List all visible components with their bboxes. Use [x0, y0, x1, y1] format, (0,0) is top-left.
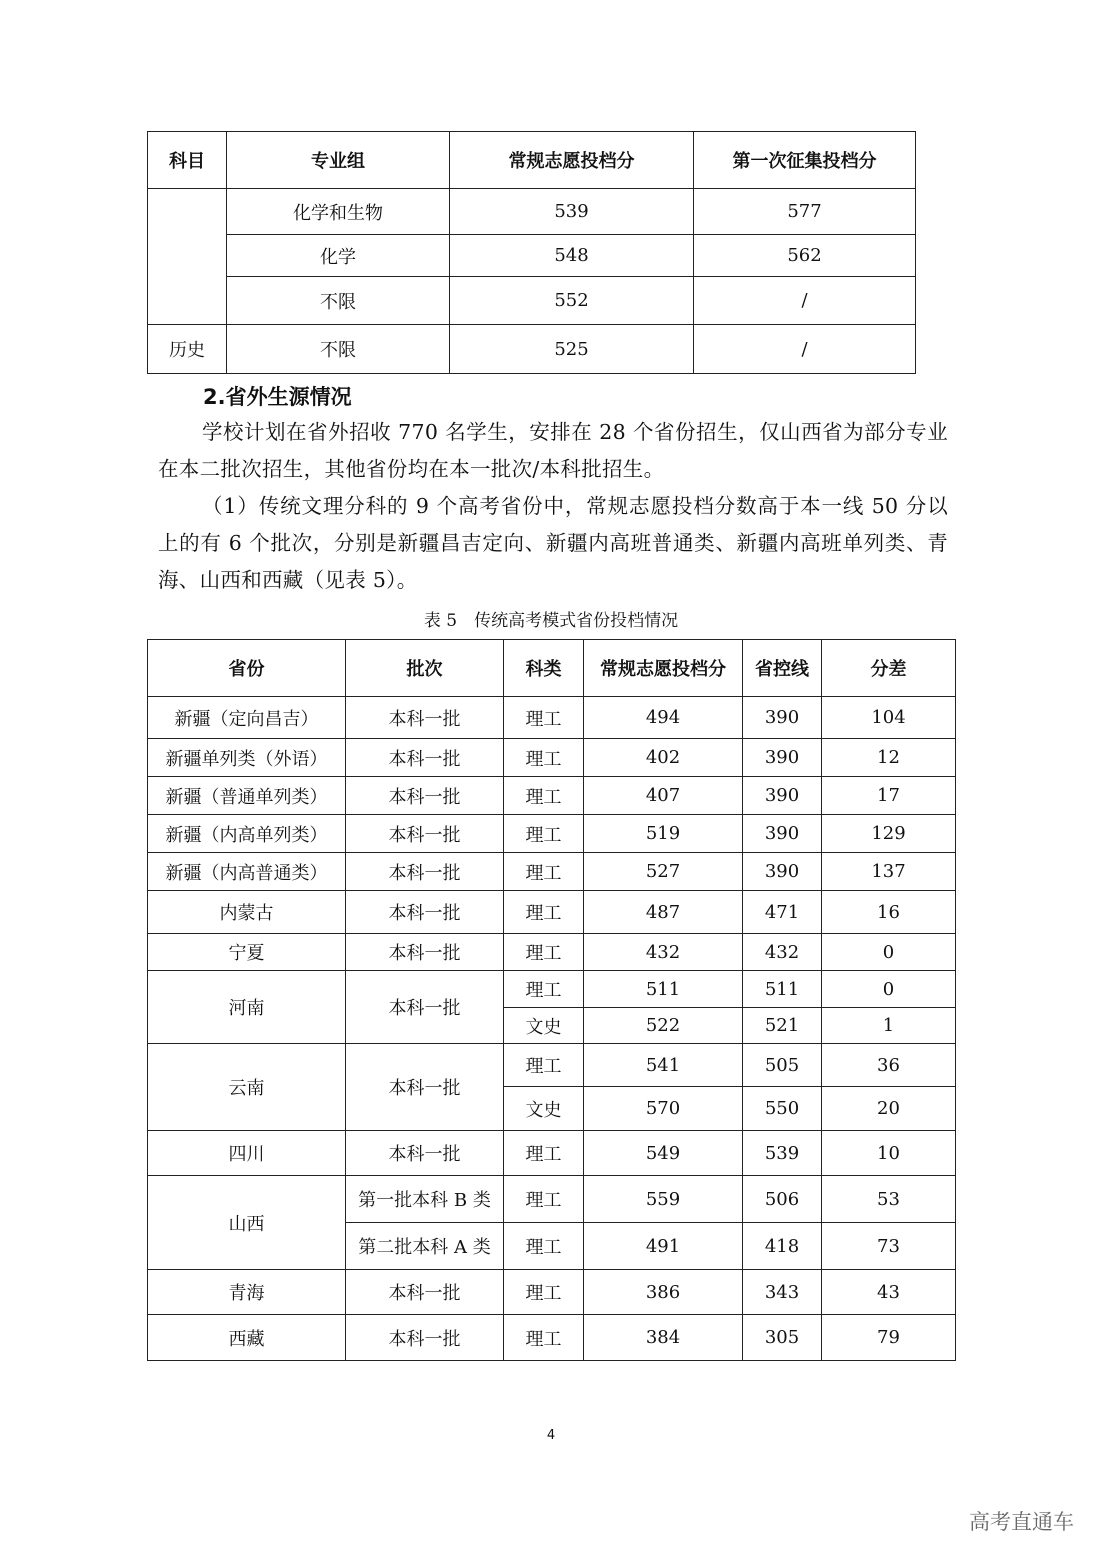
- group-cell: 不限: [227, 325, 450, 374]
- category-cell: 文史: [504, 1008, 584, 1044]
- paragraph: （1）传统文理分科的 9 个高考省份中，常规志愿投档分数高于本一线 50 分以上的有 6 个批次，分别是新疆昌吉定向、新疆内高班普通类、新疆内高班单列类、青海、山西和西藏（见表 5）。: [158, 494, 948, 592]
- difference-cell: 0: [822, 971, 956, 1008]
- province-cell: 新疆（普通单列类）: [148, 777, 346, 815]
- control-line-cell: 539: [743, 1131, 822, 1176]
- score-cell: 487: [584, 891, 743, 934]
- province-cell: 宁夏: [148, 934, 346, 971]
- score-cell: 384: [584, 1315, 743, 1361]
- column-header: 省控线: [743, 640, 822, 697]
- score-cell: 402: [584, 739, 743, 777]
- control-line-cell: 305: [743, 1315, 822, 1361]
- table-row: [148, 277, 916, 325]
- traditional-mode-province-table: [147, 639, 956, 1361]
- province-cell: 新疆（内高单列类）: [148, 815, 346, 853]
- table-caption: 表 5 传统高考模式省份投档情况: [423, 611, 679, 631]
- column-header: 第一次征集投档分: [694, 132, 916, 189]
- difference-cell: 0: [822, 934, 956, 971]
- admission-score-table-continued: [147, 131, 916, 374]
- difference-cell: 20: [822, 1087, 956, 1131]
- table-row: [148, 697, 956, 739]
- batch-cell: 本科一批: [346, 891, 504, 934]
- score-cell: 559: [584, 1176, 743, 1223]
- category-cell: 理工: [504, 853, 584, 891]
- category-cell: 理工: [504, 1223, 584, 1270]
- category-cell: 理工: [504, 697, 584, 739]
- control-line-cell: 432: [743, 934, 822, 971]
- section-heading: 2.省外生源情况: [203, 385, 352, 409]
- province-cell: 新疆单列类（外语）: [148, 739, 346, 777]
- table-row: [148, 971, 956, 1008]
- batch-cell: 本科一批: [346, 971, 504, 1044]
- table-row: [148, 1044, 956, 1087]
- collect-score-cell: /: [694, 277, 916, 325]
- table-row: [148, 1131, 956, 1176]
- table-row: [148, 934, 956, 971]
- table-row: [148, 235, 916, 277]
- score-cell: 407: [584, 777, 743, 815]
- table-header-row: [148, 640, 956, 697]
- batch-cell: 本科一批: [346, 853, 504, 891]
- score-cell: 494: [584, 697, 743, 739]
- difference-cell: 1: [822, 1008, 956, 1044]
- province-cell: 四川: [148, 1131, 346, 1176]
- category-cell: 理工: [504, 815, 584, 853]
- score-cell: 522: [584, 1008, 743, 1044]
- category-cell: 文史: [504, 1087, 584, 1131]
- control-line-cell: 343: [743, 1270, 822, 1315]
- control-line-cell: 390: [743, 815, 822, 853]
- category-cell: 理工: [504, 1176, 584, 1223]
- control-line-cell: 390: [743, 853, 822, 891]
- score-cell: 432: [584, 934, 743, 971]
- difference-cell: 36: [822, 1044, 956, 1087]
- province-cell: 西藏: [148, 1315, 346, 1361]
- category-cell: 理工: [504, 1315, 584, 1361]
- column-header: 科目: [148, 132, 227, 189]
- regular-score-cell: 525: [450, 325, 694, 374]
- control-line-cell: 506: [743, 1176, 822, 1223]
- group-cell: 化学和生物: [227, 189, 450, 235]
- difference-cell: 79: [822, 1315, 956, 1361]
- province-cell: 青海: [148, 1270, 346, 1315]
- batch-cell: 本科一批: [346, 1044, 504, 1131]
- batch-cell: 本科一批: [346, 815, 504, 853]
- province-cell: 山西: [148, 1176, 346, 1270]
- table-row: [148, 325, 916, 374]
- table-row: [148, 1315, 956, 1361]
- group-cell: 化学: [227, 235, 450, 277]
- difference-cell: 73: [822, 1223, 956, 1270]
- table-row: [148, 1270, 956, 1315]
- table-row: [148, 853, 956, 891]
- column-header: 专业组: [227, 132, 450, 189]
- batch-cell: 本科一批: [346, 697, 504, 739]
- category-cell: 理工: [504, 739, 584, 777]
- score-cell: 541: [584, 1044, 743, 1087]
- difference-cell: 137: [822, 853, 956, 891]
- collect-score-cell: /: [694, 325, 916, 374]
- score-cell: 549: [584, 1131, 743, 1176]
- control-line-cell: 511: [743, 971, 822, 1008]
- column-header: 常规志愿投档分: [584, 640, 743, 697]
- watermark: 高考直通车: [969, 1510, 1074, 1534]
- category-cell: 理工: [504, 934, 584, 971]
- subject-cell: [148, 189, 227, 325]
- province-cell: 内蒙古: [148, 891, 346, 934]
- batch-cell: 本科一批: [346, 934, 504, 971]
- difference-cell: 10: [822, 1131, 956, 1176]
- category-cell: 理工: [504, 1044, 584, 1087]
- column-header: 批次: [346, 640, 504, 697]
- batch-cell: 本科一批: [346, 1315, 504, 1361]
- score-cell: 527: [584, 853, 743, 891]
- control-line-cell: 471: [743, 891, 822, 934]
- batch-cell: 本科一批: [346, 777, 504, 815]
- column-header: 分差: [822, 640, 956, 697]
- batch-cell: 本科一批: [346, 1131, 504, 1176]
- paragraph: 学校计划在省外招收 770 名学生，安排在 28 个省份招生，仅山西省为部分专业在本二批次招生，其他省份均在本一批次/本科批招生。: [158, 420, 948, 481]
- batch-cell: 本科一批: [346, 739, 504, 777]
- province-cell: 河南: [148, 971, 346, 1044]
- regular-score-cell: 539: [450, 189, 694, 235]
- regular-score-cell: 548: [450, 235, 694, 277]
- table-row: [148, 777, 956, 815]
- difference-cell: 17: [822, 777, 956, 815]
- control-line-cell: 418: [743, 1223, 822, 1270]
- category-cell: 理工: [504, 1131, 584, 1176]
- table-row: [148, 815, 956, 853]
- control-line-cell: 521: [743, 1008, 822, 1044]
- batch-cell: 本科一批: [346, 1270, 504, 1315]
- score-cell: 511: [584, 971, 743, 1008]
- collect-score-cell: 562: [694, 235, 916, 277]
- category-cell: 理工: [504, 777, 584, 815]
- difference-cell: 12: [822, 739, 956, 777]
- collect-score-cell: 577: [694, 189, 916, 235]
- table-row: [148, 891, 956, 934]
- difference-cell: 16: [822, 891, 956, 934]
- batch-cell: 第一批本科 B 类: [346, 1176, 504, 1223]
- score-cell: 570: [584, 1087, 743, 1131]
- category-cell: 理工: [504, 1270, 584, 1315]
- column-header: 省份: [148, 640, 346, 697]
- difference-cell: 53: [822, 1176, 956, 1223]
- difference-cell: 129: [822, 815, 956, 853]
- control-line-cell: 390: [743, 697, 822, 739]
- difference-cell: 43: [822, 1270, 956, 1315]
- control-line-cell: 550: [743, 1087, 822, 1131]
- regular-score-cell: 552: [450, 277, 694, 325]
- control-line-cell: 390: [743, 777, 822, 815]
- table-row: [148, 739, 956, 777]
- province-cell: 新疆（内高普通类）: [148, 853, 346, 891]
- province-cell: 云南: [148, 1044, 346, 1131]
- batch-cell: 第二批本科 A 类: [346, 1223, 504, 1270]
- column-header: 科类: [504, 640, 584, 697]
- table-row: [148, 1176, 956, 1223]
- score-cell: 491: [584, 1223, 743, 1270]
- table-header-row: [148, 132, 916, 189]
- table-row: [148, 189, 916, 235]
- category-cell: 理工: [504, 891, 584, 934]
- control-line-cell: 505: [743, 1044, 822, 1087]
- score-cell: 386: [584, 1270, 743, 1315]
- page-number: 4: [546, 1428, 556, 1443]
- province-cell: 新疆（定向昌吉）: [148, 697, 346, 739]
- group-cell: 不限: [227, 277, 450, 325]
- category-cell: 理工: [504, 971, 584, 1008]
- score-cell: 519: [584, 815, 743, 853]
- subject-cell: 历史: [148, 325, 227, 374]
- column-header: 常规志愿投档分: [450, 132, 694, 189]
- control-line-cell: 390: [743, 739, 822, 777]
- difference-cell: 104: [822, 697, 956, 739]
